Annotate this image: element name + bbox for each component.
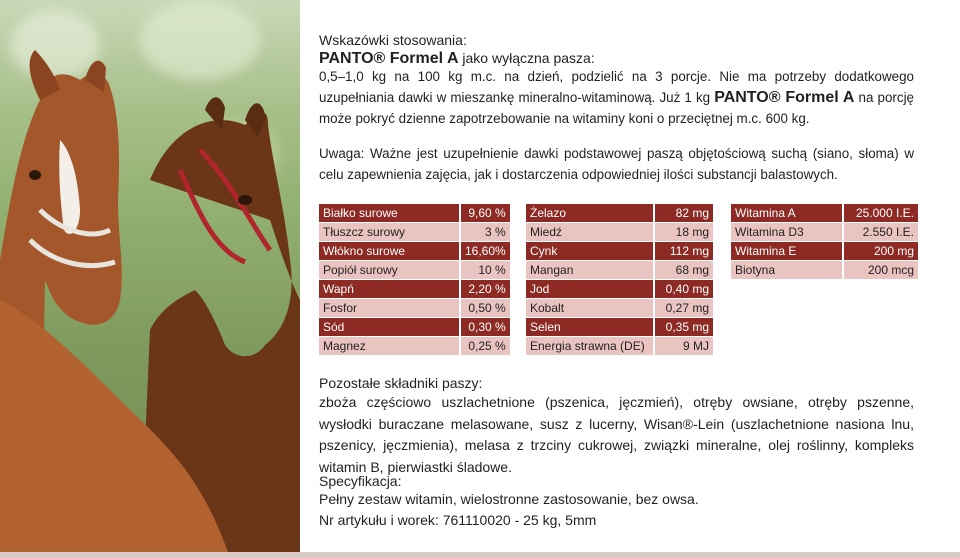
nutrient-value: 0,50 % xyxy=(461,299,510,317)
table-row xyxy=(319,337,510,355)
horses-illustration xyxy=(0,0,300,558)
table-row xyxy=(319,299,510,317)
nutrient-value: 10 % xyxy=(461,261,510,279)
nutrient-value: 25.000 I.E. xyxy=(844,204,918,222)
nutrient-name: Wapń xyxy=(319,280,459,298)
nutrient-value: 200 mg xyxy=(844,242,918,260)
table-row xyxy=(526,280,713,298)
ingredients-text: zboża częściowo uszlachetnione (pszenica, jęczmień), otręby owsiane, otręby pszenne, wysłodki buraczane melasowane, susz z lucerny, Wisan®-Lein (uszlachetnione nasiona lnu, pszenicy, jęczmienia), melasa z trzciny cukrowej, związki mineralne, olej roślinny, kompleks witamin B, pierwiastki śladowe. xyxy=(319,394,914,475)
table-row xyxy=(731,223,918,241)
nutrient-value: 200 mcg xyxy=(844,261,918,279)
bottom-divider xyxy=(0,552,960,558)
table-row xyxy=(526,204,713,222)
nutrient-value: 2.550 I.E. xyxy=(844,223,918,241)
brand-name: PANTO® Formel A xyxy=(319,50,459,67)
nutrient-value: 0,40 mg xyxy=(655,280,713,298)
nutrient-name: Włókno surowe xyxy=(319,242,459,260)
dose-text-2: na porcję może pokryć dzienne zapotrzebowanie na witaminy koni o przeciętnej m.c. 600 kg. xyxy=(319,90,914,126)
nutrient-value: 2,20 % xyxy=(461,280,510,298)
table-row xyxy=(731,242,918,260)
table-row xyxy=(526,261,713,279)
dose-paragraph xyxy=(319,66,914,129)
horses-photo xyxy=(0,0,300,558)
nutrient-value: 0,35 mg xyxy=(655,318,713,336)
nutrient-name: Fosfor xyxy=(319,299,459,317)
dose-text-1: 0,5–1,0 kg na 100 kg m.c. na dzień, podzielić na 3 porcje. Nie ma potrzeby dodatkowego uzupełniania dawki w mieszankę mineralno-witaminową. Już 1 kg xyxy=(319,69,914,105)
table-row xyxy=(526,223,713,241)
nutrient-name: Selen xyxy=(526,318,653,336)
nutrient-value: 82 mg xyxy=(655,204,713,222)
nutrient-value: 0,30 % xyxy=(461,318,510,336)
table-row xyxy=(319,280,510,298)
brand-line-suffix: jako wyłączna pasza: xyxy=(458,50,595,66)
nutrient-name: Energia strawna (DE) xyxy=(526,337,653,355)
nutrient-value: 3 % xyxy=(461,223,510,241)
usage-heading: Wskazówki stosowania: xyxy=(319,32,467,48)
nutrient-name: Witamina A xyxy=(731,204,842,222)
table-basic-nutrients xyxy=(317,203,512,356)
table-trace-elements xyxy=(524,203,715,356)
table-row xyxy=(526,299,713,317)
nutrient-name: Sód xyxy=(319,318,459,336)
nutrient-name: Magnez xyxy=(319,337,459,355)
nutrient-name: Witamina E xyxy=(731,242,842,260)
table-row xyxy=(526,318,713,336)
nutrient-value: 9,60 % xyxy=(461,204,510,222)
note-paragraph: Uwaga: Ważne jest uzupełnienie dawki podstawowej paszą objętościową suchą (siano, słoma) w celu zapewnienia zajęcia, jak i dostarczenia odpowiedniej ilości substancji balastowych. xyxy=(319,146,914,182)
nutrient-name: Witamina D3 xyxy=(731,223,842,241)
table-row xyxy=(319,204,510,222)
spec-line-1: Pełny zestaw witamin, wielostronne zastosowanie, bez owsa. xyxy=(319,491,699,507)
table-row xyxy=(319,242,510,260)
nutrient-name: Białko surowe xyxy=(319,204,459,222)
nutrient-value: 18 mg xyxy=(655,223,713,241)
table-vitamins xyxy=(729,203,920,280)
nutrient-name: Mangan xyxy=(526,261,653,279)
nutrient-value: 9 MJ xyxy=(655,337,713,355)
nutrient-name: Żelazo xyxy=(526,204,653,222)
spec-title: Specyfikacja: xyxy=(319,473,402,489)
table-row xyxy=(319,261,510,279)
nutrient-name: Popiół surowy xyxy=(319,261,459,279)
nutrient-value: 112 mg xyxy=(655,242,713,260)
nutrient-name: Biotyna xyxy=(731,261,842,279)
table-row xyxy=(526,337,713,355)
nutrient-name: Jod xyxy=(526,280,653,298)
nutrient-value: 0,27 mg xyxy=(655,299,713,317)
nutrient-value: 0,25 % xyxy=(461,337,510,355)
nutrient-value: 16,60% xyxy=(461,242,510,260)
spec-line-2: Nr artykułu i worek: 761110020 - 25 kg, 5mm xyxy=(319,512,597,528)
nutrient-name: Kobalt xyxy=(526,299,653,317)
nutrient-name: Cynk xyxy=(526,242,653,260)
table-row xyxy=(319,223,510,241)
dose-brand: PANTO® Formel A xyxy=(714,89,855,106)
table-row xyxy=(319,318,510,336)
nutrient-value: 68 mg xyxy=(655,261,713,279)
table-row xyxy=(731,204,918,222)
nutrient-name: Miedź xyxy=(526,223,653,241)
table-row xyxy=(526,242,713,260)
ingredients-title: Pozostałe składniki paszy: xyxy=(319,375,483,391)
nutrient-name: Tłuszcz surowy xyxy=(319,223,459,241)
table-row xyxy=(731,261,918,279)
